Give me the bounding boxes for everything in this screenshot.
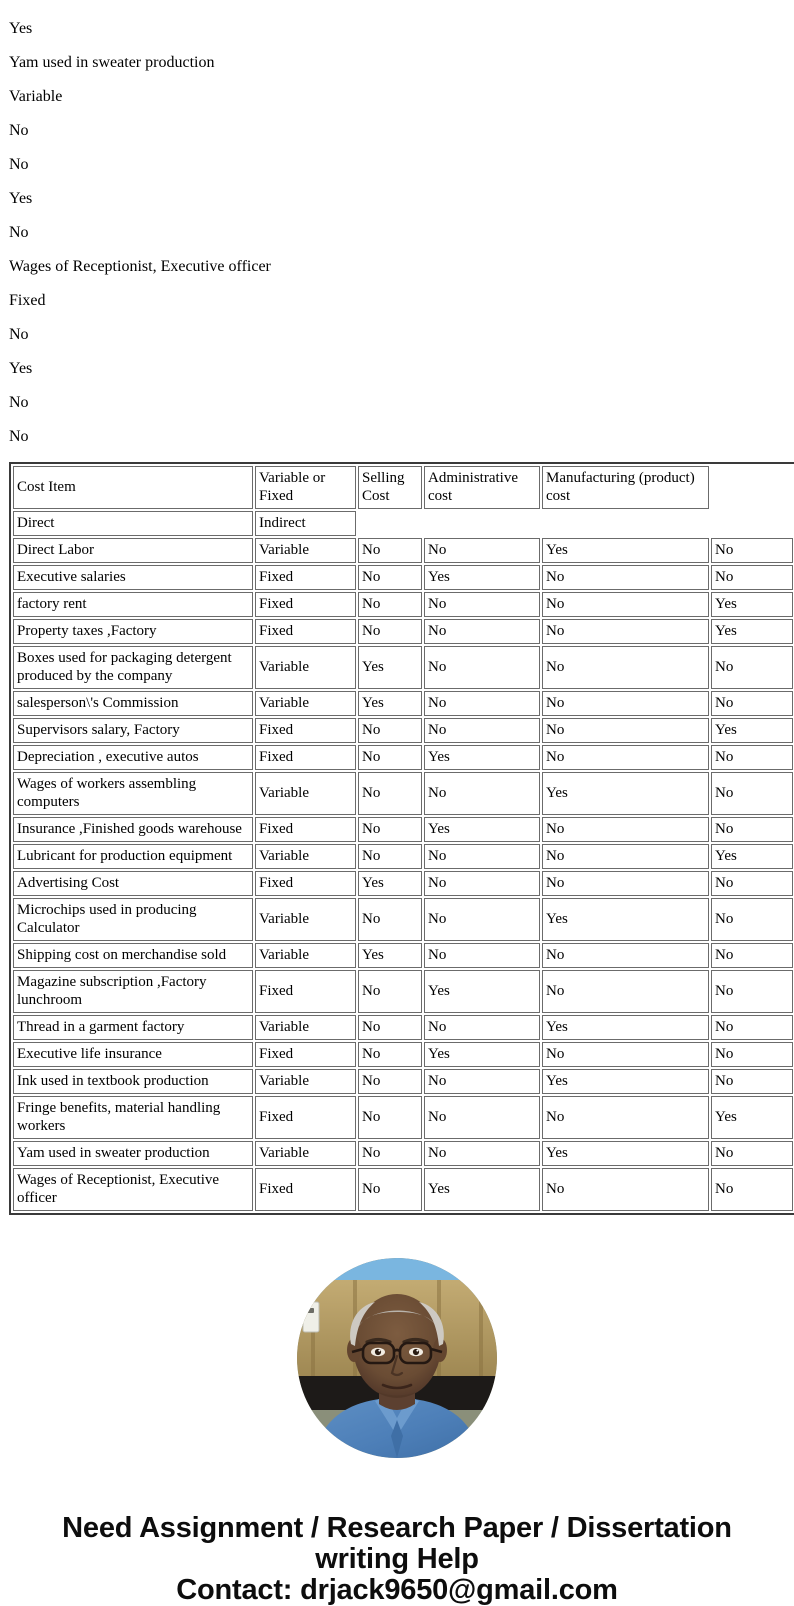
cell-selling-cost: No <box>358 898 422 941</box>
cell-variable-or-fixed: Fixed <box>255 1096 356 1139</box>
cell-cost-item: Lubricant for production equipment <box>13 844 253 869</box>
loose-text-block <box>0 20 794 446</box>
cell-administrative-cost: No <box>424 1096 540 1139</box>
cell-administrative-cost: No <box>424 1141 540 1166</box>
cell-administrative-cost: Yes <box>424 817 540 842</box>
avatar <box>297 1258 497 1458</box>
table-row <box>13 565 793 590</box>
subheader-empty-4 <box>424 511 540 536</box>
subheader-indirect: Indirect <box>255 511 356 536</box>
table-row <box>13 970 793 1013</box>
table-row <box>13 1042 793 1067</box>
cell-selling-cost: No <box>358 844 422 869</box>
cell-last-column: Yes <box>711 1096 793 1139</box>
portrait-photo-icon <box>297 1258 497 1458</box>
cell-selling-cost: No <box>358 1069 422 1094</box>
cell-last-column: Yes <box>711 619 793 644</box>
cell-last-column: No <box>711 1069 793 1094</box>
cell-cost-item: Thread in a garment factory <box>13 1015 253 1040</box>
cell-last-column: No <box>711 871 793 896</box>
table-row <box>13 844 793 869</box>
cell-last-column: No <box>711 691 793 716</box>
cell-cost-item: Property taxes ,Factory <box>13 619 253 644</box>
loose-text-line: No <box>9 224 29 241</box>
cell-last-column: No <box>711 538 793 563</box>
cell-selling-cost: Yes <box>358 943 422 968</box>
table-row <box>13 1015 793 1040</box>
cost-classification-table <box>9 462 794 1215</box>
cell-variable-or-fixed: Fixed <box>255 745 356 770</box>
cell-manufacturing-cost: No <box>542 745 709 770</box>
cell-cost-item: Fringe benefits, material handling workers <box>13 1096 253 1139</box>
subheader-empty-5 <box>542 511 709 536</box>
cell-last-column: No <box>711 646 793 689</box>
cell-administrative-cost: No <box>424 943 540 968</box>
cell-administrative-cost: Yes <box>424 970 540 1013</box>
cell-manufacturing-cost: No <box>542 844 709 869</box>
cell-manufacturing-cost: No <box>542 592 709 617</box>
cell-last-column: No <box>711 817 793 842</box>
cell-manufacturing-cost: No <box>542 871 709 896</box>
cell-variable-or-fixed: Fixed <box>255 592 356 617</box>
table-row <box>13 817 793 842</box>
cell-manufacturing-cost: No <box>542 943 709 968</box>
cell-administrative-cost: No <box>424 718 540 743</box>
cell-administrative-cost: No <box>424 592 540 617</box>
cell-variable-or-fixed: Variable <box>255 646 356 689</box>
cell-last-column: No <box>711 1042 793 1067</box>
cell-cost-item: Ink used in textbook production <box>13 1069 253 1094</box>
loose-text-line: No <box>9 156 29 173</box>
table-row <box>13 691 793 716</box>
cell-last-column: No <box>711 1141 793 1166</box>
subheader-direct: Direct <box>13 511 253 536</box>
cell-manufacturing-cost: No <box>542 691 709 716</box>
cell-variable-or-fixed: Fixed <box>255 718 356 743</box>
cell-administrative-cost: Yes <box>424 1168 540 1211</box>
cell-administrative-cost: No <box>424 691 540 716</box>
column-header-empty <box>711 466 793 509</box>
cell-selling-cost: No <box>358 619 422 644</box>
cost-classification-table-wrapper <box>9 462 785 1215</box>
cell-administrative-cost: Yes <box>424 565 540 590</box>
cell-administrative-cost: No <box>424 619 540 644</box>
cell-administrative-cost: No <box>424 871 540 896</box>
loose-text-line: No <box>9 394 29 411</box>
cell-cost-item: salesperson\'s Commission <box>13 691 253 716</box>
cell-last-column: Yes <box>711 844 793 869</box>
cell-selling-cost: No <box>358 817 422 842</box>
cell-cost-item: Advertising Cost <box>13 871 253 896</box>
cell-variable-or-fixed: Variable <box>255 898 356 941</box>
cell-cost-item: Magazine subscription ,Factory lunchroom <box>13 970 253 1013</box>
table-row <box>13 898 793 941</box>
cell-selling-cost: No <box>358 745 422 770</box>
cell-selling-cost: No <box>358 1015 422 1040</box>
loose-text-line: Yes <box>9 360 33 377</box>
loose-text-line: No <box>9 326 29 343</box>
cell-variable-or-fixed: Variable <box>255 1069 356 1094</box>
cell-selling-cost: No <box>358 592 422 617</box>
loose-text-line: No <box>9 428 29 445</box>
cell-manufacturing-cost: Yes <box>542 898 709 941</box>
cell-selling-cost: No <box>358 1096 422 1139</box>
cell-cost-item: Wages of Receptionist, Executive officer <box>13 1168 253 1211</box>
cell-variable-or-fixed: Variable <box>255 538 356 563</box>
cell-manufacturing-cost: Yes <box>542 538 709 563</box>
cell-selling-cost: No <box>358 1141 422 1166</box>
table-row <box>13 745 793 770</box>
table-row <box>13 592 793 617</box>
cell-variable-or-fixed: Variable <box>255 1015 356 1040</box>
cell-administrative-cost: Yes <box>424 1042 540 1067</box>
loose-text-line: Yam used in sweater production <box>9 54 215 71</box>
table-row <box>13 1069 793 1094</box>
cell-manufacturing-cost: No <box>542 1168 709 1211</box>
subheader-empty-6 <box>711 511 793 536</box>
cell-cost-item: Wages of workers assembling computers <box>13 772 253 815</box>
cell-selling-cost: Yes <box>358 646 422 689</box>
column-header-variable-or-fixed: Variable or Fixed <box>255 466 356 509</box>
promo-contact: Contact: drjack9650@gmail.com <box>176 1574 618 1606</box>
loose-text-line: No <box>9 122 29 139</box>
loose-text-line: Variable <box>9 88 63 105</box>
column-header-manufacturing-cost: Manufacturing (product) cost <box>542 466 709 509</box>
cell-selling-cost: Yes <box>358 871 422 896</box>
cell-cost-item: Insurance ,Finished goods warehouse <box>13 817 253 842</box>
cell-manufacturing-cost: No <box>542 970 709 1013</box>
table-row <box>13 871 793 896</box>
cell-cost-item: Boxes used for packaging detergent produced by the company <box>13 646 253 689</box>
loose-text-line: Wages of Receptionist, Executive officer <box>9 258 271 275</box>
cell-selling-cost: No <box>358 970 422 1013</box>
cell-manufacturing-cost: No <box>542 1042 709 1067</box>
cell-manufacturing-cost: No <box>542 646 709 689</box>
cell-last-column: No <box>711 1015 793 1040</box>
cell-selling-cost: Yes <box>358 691 422 716</box>
cell-cost-item: Yam used in sweater production <box>13 1141 253 1166</box>
cell-selling-cost: No <box>358 538 422 563</box>
cell-cost-item: factory rent <box>13 592 253 617</box>
table-row <box>13 646 793 689</box>
cell-manufacturing-cost: No <box>542 565 709 590</box>
cell-cost-item: Microchips used in producing Calculator <box>13 898 253 941</box>
cell-variable-or-fixed: Fixed <box>255 619 356 644</box>
cell-administrative-cost: No <box>424 646 540 689</box>
cell-manufacturing-cost: Yes <box>542 1141 709 1166</box>
table-row <box>13 538 793 563</box>
column-header-cost-item: Cost Item <box>13 466 253 509</box>
cell-variable-or-fixed: Variable <box>255 691 356 716</box>
cell-variable-or-fixed: Fixed <box>255 1042 356 1067</box>
cell-manufacturing-cost: No <box>542 619 709 644</box>
cell-manufacturing-cost: No <box>542 817 709 842</box>
cell-variable-or-fixed: Fixed <box>255 871 356 896</box>
cell-cost-item: Direct Labor <box>13 538 253 563</box>
cell-last-column: No <box>711 565 793 590</box>
cell-administrative-cost: No <box>424 1015 540 1040</box>
cell-administrative-cost: No <box>424 772 540 815</box>
promo-headline: Need Assignment / Research Paper / Dissertation writing Help <box>62 1512 732 1575</box>
cell-last-column: No <box>711 943 793 968</box>
table-row <box>13 1141 793 1166</box>
cell-selling-cost: No <box>358 565 422 590</box>
cell-last-column: No <box>711 898 793 941</box>
table-row <box>13 943 793 968</box>
table-row <box>13 772 793 815</box>
cell-selling-cost: No <box>358 1168 422 1211</box>
cell-manufacturing-cost: No <box>542 1096 709 1139</box>
cell-selling-cost: No <box>358 1042 422 1067</box>
cell-selling-cost: No <box>358 718 422 743</box>
cell-variable-or-fixed: Fixed <box>255 970 356 1013</box>
avatar-block <box>0 1258 794 1458</box>
cell-manufacturing-cost: Yes <box>542 1069 709 1094</box>
cell-manufacturing-cost: Yes <box>542 1015 709 1040</box>
cell-last-column: No <box>711 1168 793 1211</box>
loose-text-line: Yes <box>9 20 33 37</box>
table-subheader-row <box>13 511 793 536</box>
cell-last-column: No <box>711 772 793 815</box>
cell-cost-item: Supervisors salary, Factory <box>13 718 253 743</box>
subheader-empty-3 <box>358 511 422 536</box>
cell-cost-item: Executive life insurance <box>13 1042 253 1067</box>
cell-cost-item: Depreciation , executive autos <box>13 745 253 770</box>
cell-variable-or-fixed: Variable <box>255 772 356 815</box>
cell-cost-item: Executive salaries <box>13 565 253 590</box>
column-header-administrative-cost: Administrative cost <box>424 466 540 509</box>
cell-last-column: No <box>711 970 793 1013</box>
cell-cost-item: Shipping cost on merchandise sold <box>13 943 253 968</box>
cell-manufacturing-cost: Yes <box>542 772 709 815</box>
cell-administrative-cost: Yes <box>424 745 540 770</box>
cell-variable-or-fixed: Variable <box>255 943 356 968</box>
table-header-row <box>13 466 793 509</box>
cell-variable-or-fixed: Fixed <box>255 1168 356 1211</box>
cell-variable-or-fixed: Fixed <box>255 817 356 842</box>
cell-administrative-cost: No <box>424 1069 540 1094</box>
cell-variable-or-fixed: Variable <box>255 1141 356 1166</box>
column-header-selling-cost: Selling Cost <box>358 466 422 509</box>
cell-last-column: No <box>711 745 793 770</box>
cell-selling-cost: No <box>358 772 422 815</box>
cell-administrative-cost: No <box>424 898 540 941</box>
cell-manufacturing-cost: No <box>542 718 709 743</box>
cell-variable-or-fixed: Variable <box>255 844 356 869</box>
table-row <box>13 718 793 743</box>
table-row <box>13 619 793 644</box>
promo-footer <box>0 1513 794 1606</box>
cell-last-column: Yes <box>711 592 793 617</box>
cell-administrative-cost: No <box>424 844 540 869</box>
table-row <box>13 1096 793 1139</box>
cell-administrative-cost: No <box>424 538 540 563</box>
cell-variable-or-fixed: Fixed <box>255 565 356 590</box>
cell-last-column: Yes <box>711 718 793 743</box>
table-row <box>13 1168 793 1211</box>
loose-text-line: Yes <box>9 190 33 207</box>
loose-text-line: Fixed <box>9 292 46 309</box>
